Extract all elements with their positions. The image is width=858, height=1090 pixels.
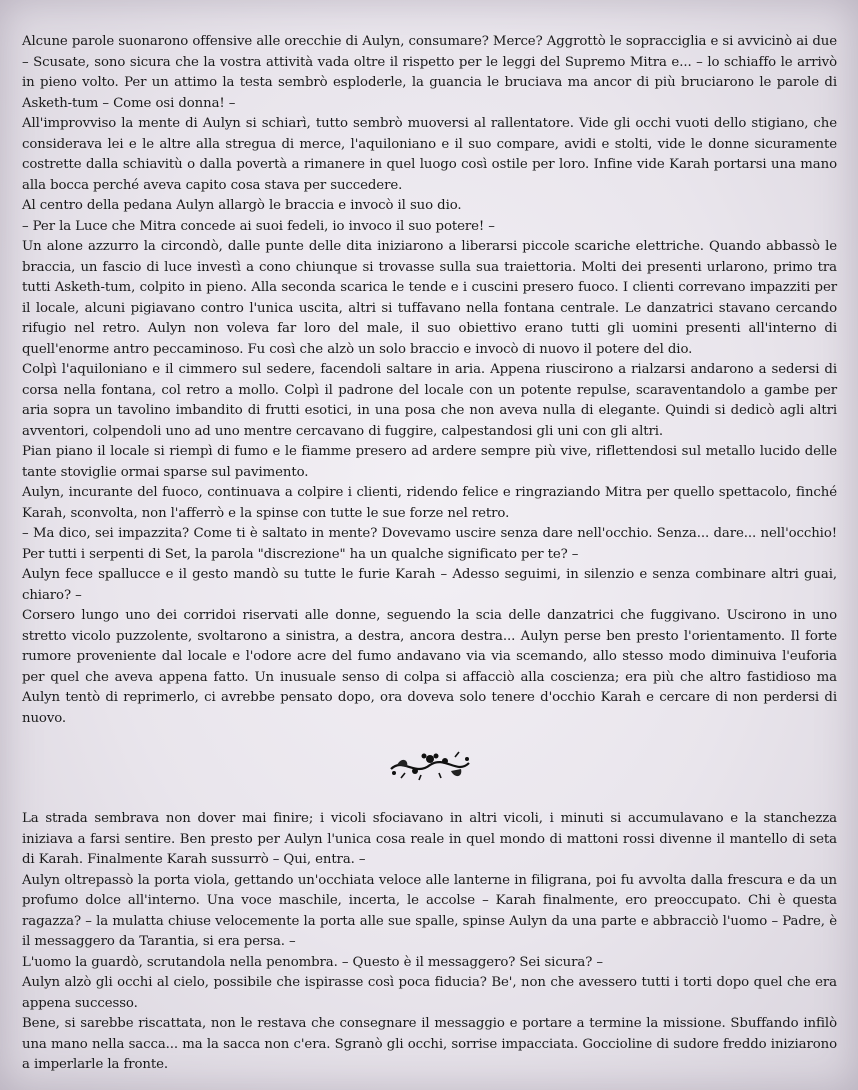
paragraph: – Per la Luce che Mitra concede ai suoi fedeli, io invoco il suo potere! – [22, 218, 495, 234]
paragraph: Corsero lungo uno dei corridoi riservati alle donne, seguendo la scia delle danzatrici che fuggivano. Uscirono in uno stretto vicolo puzzolente, svoltarono a sinistra, a destra, ancora destra... Aulyn perse ben presto l'orientamento. Il forte rumore proveniente dal locale e l'odore acre del fumo andavano via via scemando, allo stesso modo diminuiva l'euforia per quel che aveva appena fatto. Un inusuale senso di colpa si affacciò alla coscienza; era più che altro fastidioso ma Aulyn tentò di reprimerlo, ci avrebbe pensato dopo, ora doveva solo tenere d'occhio Karah e cercare di non perdersi di nuovo. [22, 608, 837, 726]
paragraph: All'improvviso la mente di Aulyn si schiarì, tutto sembrò muoversi al rallentatore. Vide gli occhi vuoti dello stigiano, che considerava lei e le altre alla stregua di merce, l'aquiloniano e il suo compare, avidi e stolti, vide le donne sicuramente costrette dalla schiavitù o dalla povertà a rimanere in quel luogo così ostile per loro. Infine vide Karah portarsi una mano alla bocca perché aveva capito cosa stava per succedere. [22, 116, 837, 193]
paragraph: La strada sembrava non dover mai finire; i vicoli sfociavano in altri vicoli, i minuti si accumulavano e la stanchezza iniziava a farsi sentire. Ben presto per Aulyn l'unica cosa reale in quel mondo di mattoni rossi divenne il mantello di seta di Karah. Finalmente Karah sussurrò – Qui, entra. – [22, 811, 837, 867]
paragraph: Aulyn oltrepassò la porta viola, gettando un'occhiata veloce alle lanterne in filigrana, poi fu avvolta dalla frescura e da un profumo dolce all'interno. Una voce maschile, incerta, le accolse – Karah finalmente, ero preoccupato. Chi è questa ragazza? – la mulatta chiuse velocemente la porta alle sue spalle, spinse Aulyn da una parte e abbracciò l'uomo – Padre, è il messaggero da Tarantia, si era persa. – [22, 872, 837, 949]
paragraph: Aulyn, incurante del fuoco, continuava a colpire i clienti, ridendo felice e ringraziando Mitra per quello spettacolo, finché Karah, sconvolta, non l'afferrò e la spinse con tutte le sue forze nel retro. [22, 485, 837, 521]
floral-vine-divider-icon [385, 747, 475, 783]
paragraph: Al centro della pedana Aulyn allargò le braccia e invocò il suo dio. [22, 198, 462, 213]
paragraph: – Ma dico, sei impazzita? Come ti è saltato in mente? Dovevamo uscire senza dare nell'occhio. Senza... dare... nell'occhio! Per tutti i serpenti di Set, la parola "discrezione" ha un qualche significato per te? – [22, 526, 837, 562]
paragraph: Un alone azzurro la circondò, dalle punte delle dita iniziarono a liberarsi piccole scariche elettriche. Quando abbassò le braccia, un fascio di luce investì a cono chiunque si trovasse sulla sua traiettoria. Molti dei presenti urlarono, primo tra tutti Asketh-tum, colpito in pieno. Alla seconda scarica le tende e i cuscini presero fuoco. I clienti correvano impazziti per il locale, alcuni pigiavano contro l'unica uscita, altri si tuffavano nella fontana centrale. Le danzatrici stavano cercando rifugio nel retro. Aulyn non voleva far loro del male, il suo obiettivo erano tutti gli uomini presenti all'interno di quell'enorme antro peccaminoso. Fu così che alzò un solo braccio e invocò di nuovo il potere del dio. [22, 239, 837, 357]
paragraph: Alcune parole suonarono offensive alle orecchie di Aulyn, consumare? Merce? Aggrottò le sopracciglia e si avvicinò ai due – Scusate, sono sicura che la vostra attività vada oltre il rispetto per le leggi del Supremo Mitra e... – lo schiaffo le arrivò in pieno volto. Per un attimo la testa sembrò esploderle, la guancia le bruciava ma ancor di più bruciarono le parole di Asketh-tum – Come osi donna! – [22, 34, 837, 111]
paragraph: Bene, si sarebbe riscattata, non le restava che consegnare il messaggio e portare a termine la missione. Sbuffando infilò una mano nella sacca... ma la sacca non c'era. Sgranò gli occhi, sorrise impacciata. Goccioline di sudore freddo iniziarono a imperlarle la fronte. [22, 1016, 837, 1072]
paragraph: Aulyn alzò gli occhi al cielo, possibile che ispirasse così poca fiducia? Be', non che avessero tutti i torti dopo quel che era appena successo. [22, 975, 837, 1011]
paragraph: Colpì l'aquiloniano e il cimmero sul sedere, facendoli saltare in aria. Appena riuscirono a rialzarsi andarono a sedersi di corsa nella fontana, col retro a mollo. Colpì il padrone del locale con un potente repulse, scaraventandolo a gambe per aria sopra un tavolino imbandito di frutti esotici, in una posa che non aveva nulla di elegante. Quindi si dedicò agli altri avventori, colpendoli uno ad uno mentre cercavano di fuggire, calpestandosi gli uni con gli altri. [22, 362, 837, 439]
paragraph: Pian piano il locale si riempì di fumo e le fiamme presero ad ardere sempre più vive, riflettendosi sul metallo lucido delle tante stoviglie ormai sparse sul pavimento. [22, 444, 837, 480]
story-text [22, 32, 837, 1076]
paragraph: Aulyn fece spallucce e il gesto mandò su tutte le furie Karah – Adesso seguimi, in silenzio e senza combinare altri guai, chiaro? – [22, 567, 837, 603]
paragraph: L'uomo la guardò, scrutandola nella penombra. – Questo è il messaggero? Sei sicura? – [22, 954, 603, 970]
